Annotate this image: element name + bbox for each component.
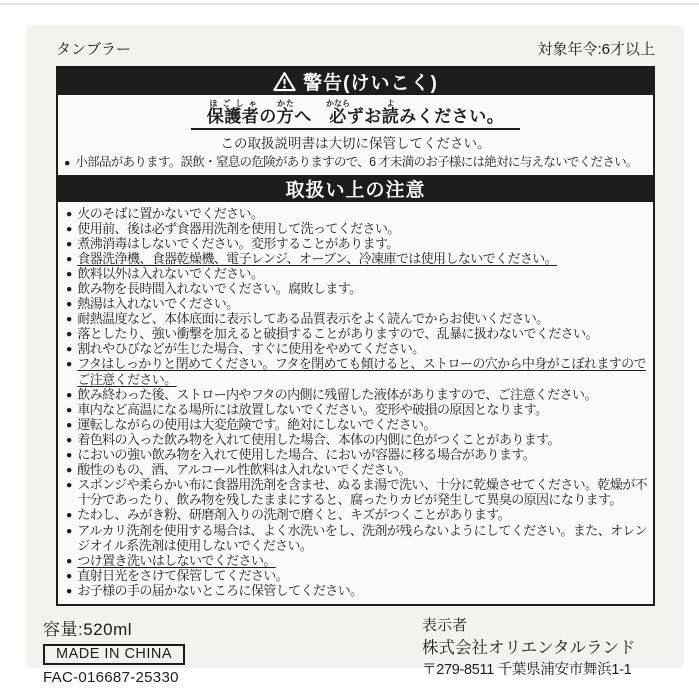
precaution-item [66, 462, 648, 477]
precaution-text: アルカリ洗剤を使用する場合は、よく水洗いをし、洗剤が残らないようにしてください。また、オレンジオイル系洗剤は使用しないでください。 [77, 522, 647, 553]
bullet-icon: ● [66, 343, 73, 356]
seller-address: 〒279-8511 千葉県浦安市舞浜1-1 [422, 661, 632, 678]
precaution-text: たわし、みがき粉、研磨剤入りの洗剤で磨くと、キズがつくことがあります。 [77, 507, 511, 523]
precaution-text: 飲料以外は入れないでください。 [77, 265, 264, 281]
precaution-text: 火のそばに置かないでください。 [77, 205, 264, 221]
bullet-icon: ● [66, 298, 73, 311]
precaution-text: 落としたり、強い衝撃を加えると破損することがありますので、乱暴に扱わないでください。 [77, 326, 598, 342]
precaution-text: 運転しながらの使用は大変危険です。絶対にしないでください。 [77, 416, 436, 432]
precaution-text: 車内など高温になる場所には放置しないでください。変形や破損の原因となります。 [77, 401, 548, 417]
precaution-item [66, 507, 648, 522]
precaution-text: お子様の手の届かないところに保管してください。 [77, 582, 363, 598]
precautions-banner [58, 175, 653, 202]
precaution-text: スポンジや柔らかい布に食器用洗剤を含ませ、ぬるま湯で洗い、十分に乾燥させてください。乾燥が不十分であったり、飲み物を残したままにすると、腐ったりカビが発生して異臭の原因になります。 [77, 477, 648, 508]
bullet-icon: ● [66, 252, 73, 265]
product-name: タンブラー [56, 41, 132, 58]
precaution-item [66, 523, 648, 553]
label-header [56, 38, 655, 59]
label-content [26, 25, 684, 695]
precaution-text: 食器洗浄機、食器乾燥機、電子レンジ、オーブン、冷凍庫では使用しないでください。 [77, 250, 558, 266]
bullet-icon: ● [66, 403, 73, 416]
guardian-section [58, 95, 653, 175]
bullet-icon: ● [64, 156, 71, 169]
capacity: 容量:520ml [43, 619, 133, 639]
bullet-icon: ● [66, 433, 73, 446]
precaution-item [66, 341, 648, 356]
precaution-text: 割れやひびなどが生じた場合、すぐに使用をやめてください。 [77, 341, 425, 357]
bullet-icon: ● [66, 358, 73, 371]
bullet-icon: ● [66, 267, 73, 280]
precaution-item [66, 281, 648, 296]
footer-right [422, 615, 636, 681]
precaution-item [66, 583, 648, 598]
bullet-icon: ● [66, 418, 73, 431]
precaution-text: 飲み終わった後、ストロー内やフタの内側に残留した液体がありますので、ご注意ください。 [77, 386, 597, 402]
precautions-banner-title: 取扱い上の注意 [285, 179, 426, 201]
keep-instruction: この取扱説明書は大切に保管してください。 [220, 135, 491, 151]
bullet-icon: ● [66, 449, 73, 462]
precaution-item [66, 447, 648, 462]
precaution-text: つけ置き洗いはしないでください。 [77, 552, 276, 568]
precaution-item [66, 236, 648, 251]
bullet-icon: ● [66, 313, 73, 326]
bullet-icon: ● [66, 283, 73, 296]
precaution-text: 飲み物を長時間入れないでください。腐敗します。 [77, 281, 362, 297]
bullet-icon: ● [66, 479, 73, 492]
label-footer [43, 615, 655, 695]
precaution-item [66, 311, 648, 326]
precautions-list [58, 202, 653, 604]
precaution-item [66, 402, 648, 417]
bullet-icon: ● [66, 584, 73, 597]
guardian-notice-text: 保護者ほごしゃの方かたへ 必かならずお読よみください。 [206, 99, 505, 126]
precaution-text: 使用前、後は必ず食器用洗剤を使用して洗ってください。 [77, 220, 400, 236]
made-in-box: MADE IN CHINA [43, 644, 185, 665]
bullet-icon: ● [66, 328, 73, 341]
fac-code: FAC-016687-25330 [43, 668, 179, 686]
precaution-item [66, 387, 648, 402]
warning-box [56, 66, 655, 606]
warning-banner-title: 警告(けいこく) [303, 73, 438, 94]
bullet-icon: ● [66, 509, 73, 522]
precaution-text: 煮沸消毒はしないでください。変形することがあります。 [77, 235, 399, 251]
precaution-item [66, 206, 648, 221]
warning-banner [58, 68, 653, 95]
bullet-icon: ● [66, 207, 73, 220]
precaution-text: 酸性のもの、酒、アルコール性飲料は入れないでください。 [77, 462, 411, 478]
small-parts-warning [64, 155, 647, 170]
precaution-text: 耐熱温度など、本体底面に表示してある品質表示をよく読んでからお使いください。 [77, 311, 549, 327]
precaution-item [66, 432, 648, 447]
bullet-icon: ● [66, 388, 73, 401]
bullet-icon: ● [66, 554, 73, 567]
precaution-text: においの強い飲み物を入れて使用した場合、においが容器に移る場合があります。 [77, 447, 536, 463]
bullet-icon: ● [66, 464, 73, 477]
precaution-item [66, 251, 648, 266]
bullet-icon: ● [66, 569, 73, 582]
packaging-edge-line [0, 3, 699, 5]
precaution-item [66, 266, 648, 281]
precaution-item [66, 356, 648, 386]
precaution-text: 着色料の入った飲み物を入れて使用した場合、本体の内側に色がつくことがあります。 [77, 431, 560, 447]
bullet-icon: ● [66, 222, 73, 235]
guardian-notice [191, 99, 521, 130]
precaution-text: 熱湯は入れないでください。 [77, 296, 239, 312]
bullet-icon: ● [66, 524, 73, 537]
precaution-item [66, 296, 648, 311]
precaution-text: フタはしっかりと閉めてください。フタを閉めても傾けると、ストローの穴から中身がこぼれますのでご注意ください。 [77, 356, 646, 387]
seller-name: 株式会社オリエンタルランド [422, 638, 636, 657]
seller-label: 表示者 [422, 616, 468, 634]
precaution-item [66, 477, 648, 507]
precaution-item [66, 417, 648, 432]
precaution-item [66, 553, 648, 568]
small-parts-text: 小部品があります。誤飲・窒息の危険がありますので、6 才未満のお子様には絶対に与えないでください。 [75, 154, 638, 169]
precaution-text: 直射日光をさけて保管してください。 [77, 567, 289, 583]
bullet-icon: ● [66, 237, 73, 250]
precaution-item [66, 568, 648, 583]
warning-triangle-icon [273, 71, 296, 92]
target-age: 対象年令:6才以上 [537, 41, 655, 58]
precaution-item [66, 221, 648, 236]
label-card [26, 25, 684, 686]
precaution-item [66, 326, 648, 341]
